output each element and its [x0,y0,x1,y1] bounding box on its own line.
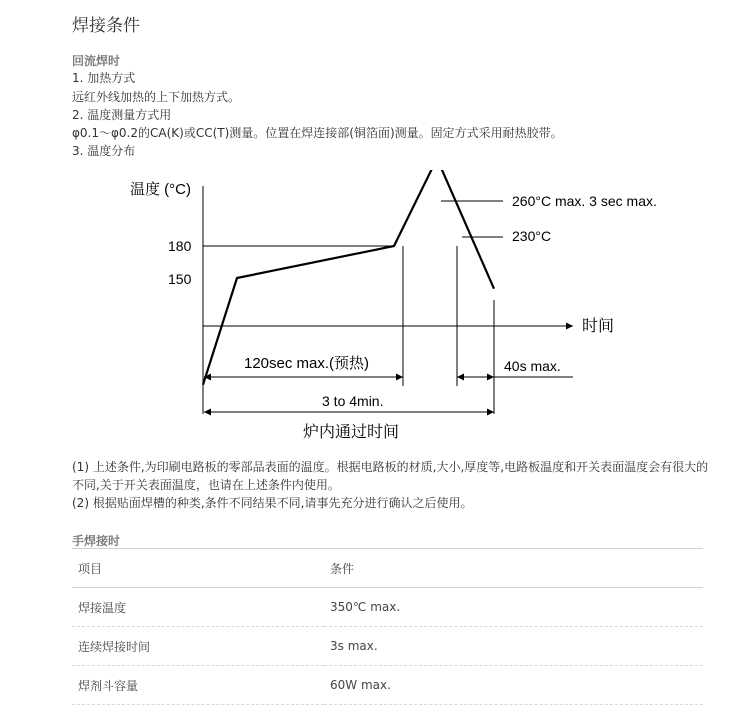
note-1: (1) 上述条件,为印刷电路板的零部品表面的温度。根据电路板的材质,大小,厚度等,电路板温度和开关表面温度会有很大的不同,关于开关表面温度，也请在上述条件内使用。 [72,460,709,492]
reflow-heading: 回流焊时 [72,54,121,68]
hand-soldering-table [72,548,703,705]
ref-230-label: 230°C [512,228,552,244]
reflow-line: 1. 加热方式 [72,71,136,85]
reflow-line: 2. 温度测量方式用 [72,108,172,122]
page-title: 焊接条件 [72,16,140,36]
x-axis-label: 时间 [582,318,615,335]
preheat-label: 120sec max.(预热) [244,355,370,372]
note-2: (2) 根据贴面焊槽的种类,条件不同结果不同,请事先充分进行确认之后使用。 [72,496,473,510]
hand-heading: 手焊接时 [72,534,121,548]
y-tick-label: 150 [168,271,192,287]
table-row [72,588,703,627]
table-cell: 350℃ max. [324,588,703,627]
total-duration-label: 3 to 4min. [322,393,384,409]
table-row [72,666,703,705]
table-header-row [72,549,703,588]
peak-duration-label: 40s max. [504,358,561,374]
peak-label: 260°C max. 3 sec max. [512,193,657,209]
reflow-line: 远红外线加热的上下加热方式。 [72,90,241,104]
reflow-line: φ0.1～φ0.2的CA(K)或CC(T)测量。位置在焊连接部(铜箔面)测量。固定方式采用耐热胶带。 [72,126,563,140]
reflow-line: 3. 温度分布 [72,144,136,158]
temperature-profile-line [203,170,494,385]
table-cell: 3s max. [324,627,703,666]
table-header-cell: 项目 [72,549,324,588]
temperature-profile-chart [0,170,735,445]
table-header-cell: 条件 [324,549,703,588]
table-row [72,627,703,666]
table-cell: 60W max. [324,666,703,705]
table-cell: 连续焊接时间 [72,627,324,666]
chart-caption: 炉内通过时间 [303,424,400,441]
table-cell: 焊剂斗容量 [72,666,324,705]
table-cell: 焊接温度 [72,588,324,627]
y-tick-label: 180 [168,238,192,254]
y-axis-label: 温度 (°C) [130,181,191,198]
